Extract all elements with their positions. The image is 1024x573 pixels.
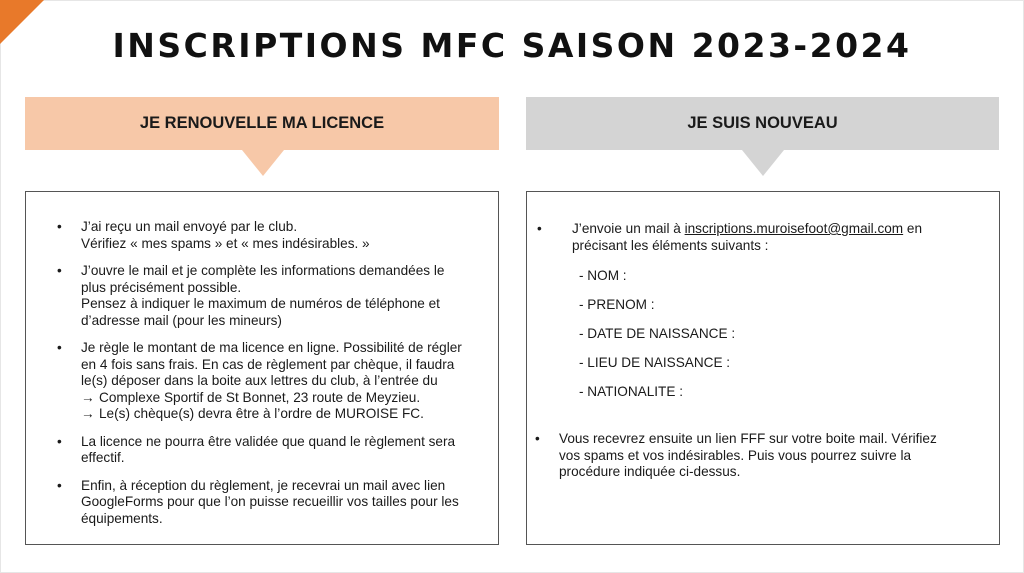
- arrow-right-icon: →: [81, 389, 95, 405]
- arrow-right-icon: →: [81, 406, 95, 421]
- arrow-line: [81, 406, 488, 423]
- list-item: [57, 478, 488, 528]
- list-item: [57, 340, 488, 423]
- list-item-text: GoogleForms pour que l’on puisse recueillir vos tailles pour les: [81, 494, 459, 509]
- list-item: [535, 431, 991, 481]
- bullet-icon: •: [57, 340, 62, 355]
- email-intro-line: [572, 221, 991, 238]
- list-item: [537, 221, 991, 254]
- field-lieu-naissance: - LIEU DE NAISSANCE :: [579, 355, 731, 370]
- list-item-text: Je règle le montant de ma licence en ligne. Possibilité de régler: [81, 340, 462, 355]
- list-item-text: Le(s) chèque(s) devra être à l’ordre de MUROISE FC.: [99, 406, 424, 421]
- new-member-banner-label: JE SUIS NOUVEAU: [687, 114, 838, 132]
- list-item-text: effectif.: [81, 450, 125, 465]
- list-item-text: Enfin, à réception du règlement, je recevrai un mail avec lien: [81, 477, 446, 493]
- list-item: [57, 434, 488, 467]
- new-member-banner: [526, 97, 999, 150]
- list-item-text: équipements.: [81, 510, 163, 526]
- list-item-text: plus précisément possible.: [81, 279, 242, 295]
- arrow-line: [81, 390, 488, 407]
- renew-licence-banner: [25, 97, 499, 150]
- renew-instructions-box: [25, 191, 499, 545]
- bullet-icon: •: [57, 263, 62, 278]
- bullet-icon: •: [57, 477, 62, 493]
- field-prenom: - PRENOM :: [579, 297, 655, 312]
- list-item-text: La licence ne pourra être validée que quand le règlement sera: [81, 433, 456, 449]
- list-item-text: Complexe Sportif de St Bonnet, 23 route de Meyzieu.: [99, 389, 421, 405]
- list-item-text: Vous recevrez ensuite un lien FFF sur votre boite mail. Vérifiez: [559, 431, 937, 446]
- new-member-instructions-box: [526, 191, 1000, 545]
- list-item-text: le(s) déposer dans la boite aux lettres du club, à l’entrée du: [81, 373, 438, 388]
- list-item-text: Pensez à indiquer le maximum de numéros de téléphone et: [81, 296, 440, 311]
- email-intro-line2: précisant les éléments suivants :: [572, 237, 769, 253]
- email-link[interactable]: inscriptions.muroisefoot@gmail.com: [684, 221, 904, 236]
- list-item-text: J’ouvre le mail et je complète les informations demandées le: [81, 263, 445, 278]
- list-item-text: vos spams et vos indésirables. Puis vous pourrez suivre la: [559, 447, 912, 463]
- bullet-icon: •: [57, 219, 62, 234]
- renew-arrow-icon: [242, 150, 284, 176]
- bullet-icon: •: [537, 221, 542, 236]
- list-item-text: Vérifiez « mes spams » et « mes indésirables. »: [81, 235, 370, 251]
- email-intro-text: J’envoie un mail à: [572, 221, 685, 236]
- required-fields-list: [579, 268, 735, 413]
- email-intro-suffix: en: [903, 221, 923, 236]
- list-item: [57, 263, 488, 329]
- bullet-icon: •: [57, 433, 62, 449]
- field-nationalite: - NATIONALITE :: [579, 384, 683, 399]
- bullet-icon: •: [535, 431, 540, 446]
- list-item-text: d’adresse mail (pour les mineurs): [81, 312, 282, 328]
- renew-licence-banner-label: JE RENOUVELLE MA LICENCE: [139, 114, 385, 132]
- list-item-text: J’ai reçu un mail envoyé par le club.: [81, 219, 298, 234]
- new-arrow-icon: [742, 150, 784, 176]
- renew-steps-list: [26, 192, 498, 527]
- field-date-naissance: - DATE DE NAISSANCE :: [579, 326, 736, 341]
- page-title: INSCRIPTIONS MFC SAISON 2023-2024: [112, 26, 912, 65]
- list-item-text: procédure indiquée ci-dessus.: [559, 464, 741, 479]
- field-nom: - NOM :: [579, 268, 627, 283]
- list-item: [57, 219, 488, 252]
- list-item-text: en 4 fois sans frais. En cas de règlement par chèque, il faudra: [81, 356, 455, 372]
